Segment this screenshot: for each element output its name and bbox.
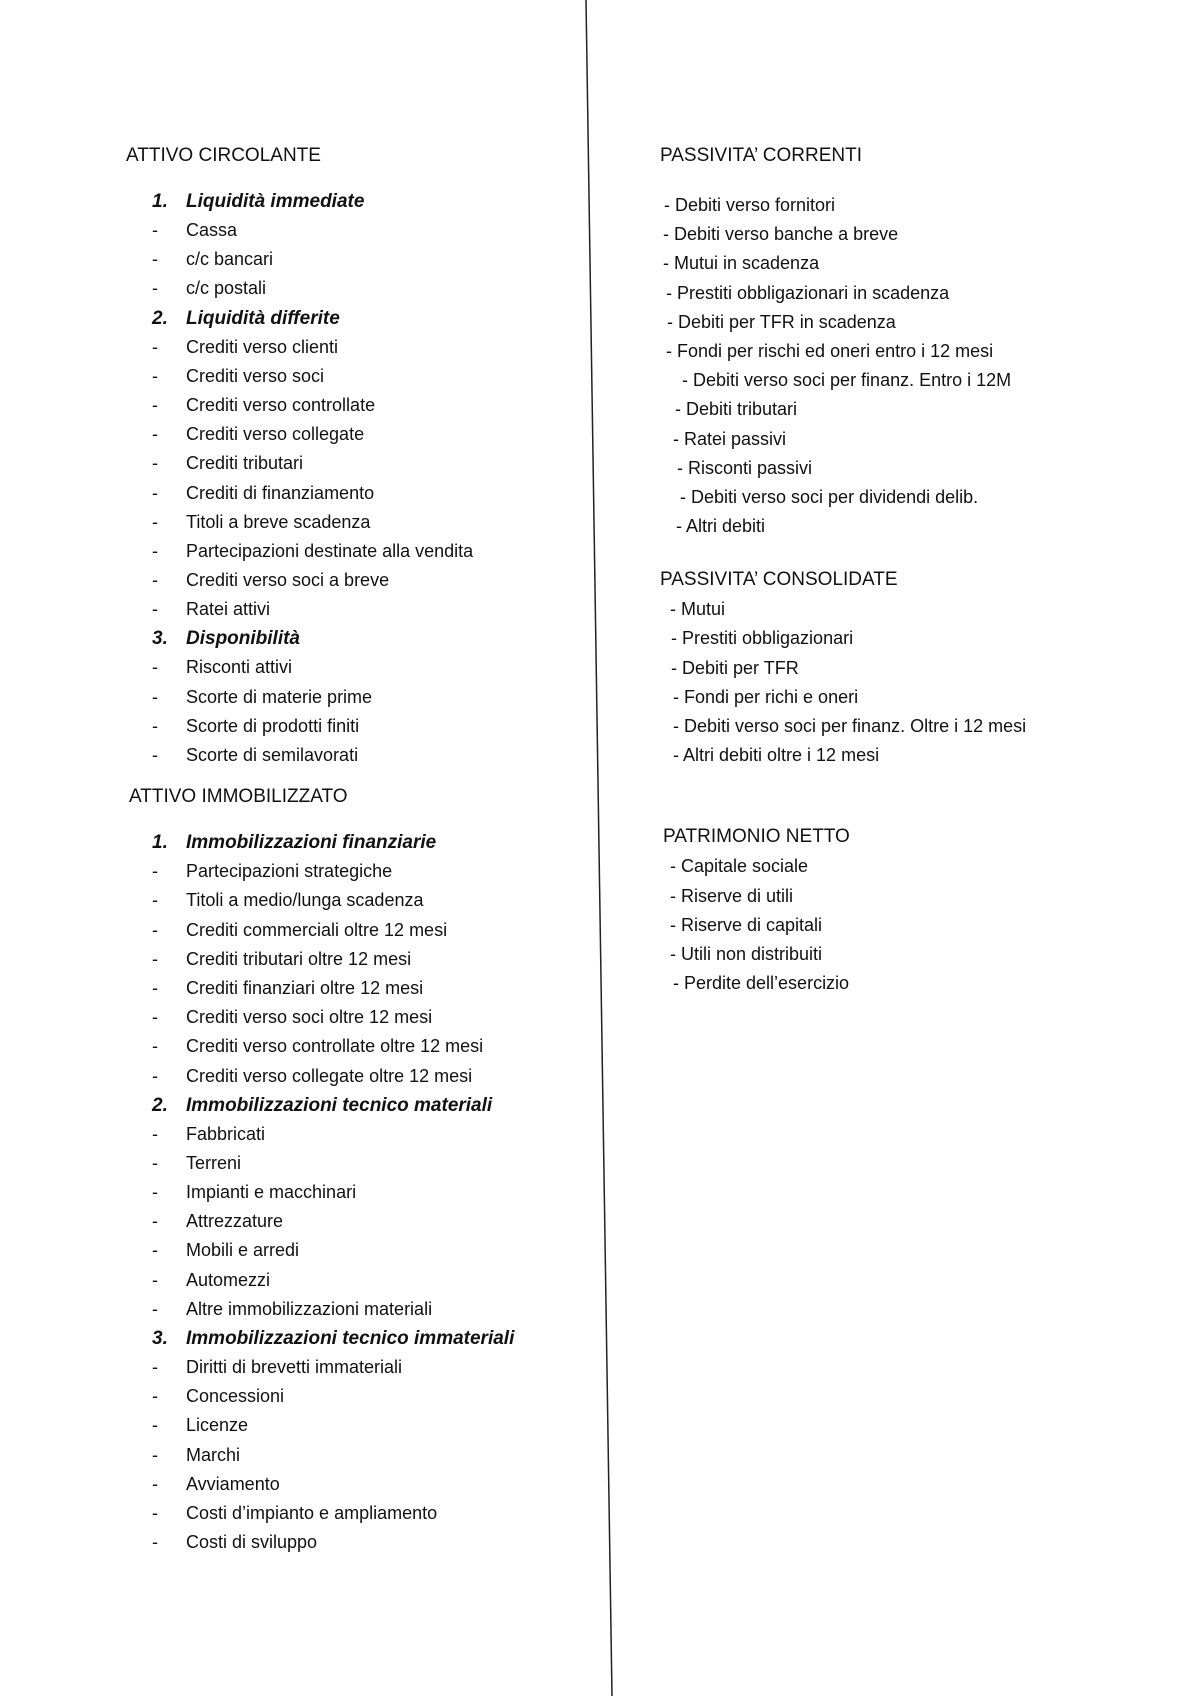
list-item: - Fabbricati (152, 1123, 266, 1144)
list-item: - Capitale sociale (670, 856, 809, 877)
list-item: - Marchi (152, 1444, 241, 1465)
list-item: - Crediti verso soci a breve (152, 570, 390, 591)
list-item: - Attrezzature (152, 1211, 284, 1232)
list-item: - Crediti verso soci (152, 365, 325, 386)
list-item: - Perdite dell’esercizio (673, 973, 850, 994)
list-item: - Utili non distribuiti (670, 943, 823, 964)
list-item: - Impianti e macchinari (152, 1182, 357, 1203)
list-item: - Debiti per TFR (671, 657, 799, 678)
list-item: - Crediti verso controllate (152, 394, 376, 415)
list-item: - Diritti di brevetti immateriali (152, 1357, 403, 1377)
subheading-disponibilita: 3. Disponibilità (152, 628, 300, 650)
list-item: - Titoli a medio/lunga scadenza (152, 890, 424, 911)
list-item: - Crediti finanziari oltre 12 mesi (152, 977, 424, 998)
list-item: - Partecipazioni strategiche (152, 861, 393, 882)
subheading-immobilizzazioni-finanziarie: 1. Immobilizzazioni finanziarie (152, 832, 437, 854)
subheading-immobilizzazioni-materiali: 2. Immobilizzazioni tecnico materiali (152, 1094, 493, 1116)
list-item: - Crediti verso collegate oltre 12 mesi (152, 1065, 473, 1086)
list-item: - Crediti tributari oltre 12 mesi (152, 948, 412, 969)
list-item: - Ratei attivi (152, 599, 271, 620)
list-item: - Debiti verso soci per finanz. Entro i 12M (682, 370, 1012, 391)
list-item: - Titoli a breve scadenza (152, 511, 371, 532)
list-item: - Debiti verso soci per dividendi delib. (680, 486, 979, 507)
list-item: - Scorte di prodotti finiti (152, 715, 360, 736)
list-item: - c/c postali (152, 278, 267, 299)
list-item: - Crediti verso soci oltre 12 mesi (152, 1007, 433, 1028)
list-item: - Crediti verso collegate (152, 424, 365, 445)
list-item: - Altri debiti oltre i 12 mesi (673, 745, 880, 766)
list-item: - Riserve di utili (670, 885, 794, 906)
list-item: - Costi di sviluppo (152, 1532, 318, 1553)
list-item: - Partecipazioni destinate alla vendita (152, 540, 474, 561)
left-column (126, 145, 586, 1557)
list-item: - Cassa (152, 220, 238, 240)
list-item: - Risconti attivi (152, 657, 293, 678)
list-item: - Licenze (152, 1415, 249, 1436)
list-item: - Mobili e arredi (152, 1240, 300, 1261)
list-item: - Crediti verso controllate oltre 12 mesi (152, 1036, 484, 1057)
list-item: - Concessioni (152, 1386, 285, 1407)
list-item: - Crediti verso clienti (152, 336, 339, 357)
list-item: - Fondi per richi e oneri (673, 686, 859, 707)
list-item: - Debiti per TFR in scadenza (667, 311, 896, 332)
list-item: - Fondi per rischi ed oneri entro i 12 mesi (666, 340, 994, 361)
list-item: - Ratei passivi (673, 428, 787, 449)
heading-attivo-immobilizzato: ATTIVO IMMOBILIZZATO (129, 786, 348, 808)
list-item: - Costi d’impianto e ampliamento (152, 1502, 438, 1523)
list-item: - Terreni (152, 1152, 242, 1173)
list-item: - Crediti commerciali oltre 12 mesi (152, 919, 448, 940)
list-item: - Scorte di semilavorati (152, 745, 359, 765)
heading-passivita-correnti: PASSIVITA’ CORRENTI (660, 145, 862, 166)
list-item: - c/c bancari (152, 249, 274, 270)
heading-attivo-circolante: ATTIVO CIRCOLANTE (126, 145, 321, 166)
right-column (660, 145, 1120, 998)
list-item: - Riserve di capitali (670, 914, 823, 935)
heading-patrimonio-netto: PATRIMONIO NETTO (663, 826, 850, 848)
list-item: - Crediti tributari (152, 453, 304, 474)
list-item: - Risconti passivi (677, 457, 813, 478)
subheading-immobilizzazioni-immateriali: 3. Immobilizzazioni tecnico immateriali (152, 1328, 515, 1349)
list-item: - Scorte di materie prime (152, 686, 373, 707)
list-item: - Debiti verso fornitori (664, 195, 836, 215)
list-item: - Debiti tributari (675, 399, 798, 420)
list-item: - Prestiti obbligazionari in scadenza (666, 282, 950, 303)
list-item: - Avviamento (152, 1473, 280, 1494)
heading-passivita-consolidate: PASSIVITA’ CONSOLIDATE (660, 569, 898, 591)
list-item: - Altri debiti (676, 516, 766, 537)
list-item: - Mutui in scadenza (663, 253, 820, 274)
list-item: - Mutui (670, 599, 726, 620)
subheading-liquidita-differite: 2. Liquidità differite (152, 307, 340, 329)
list-item: - Debiti verso banche a breve (663, 224, 899, 245)
list-item: - Altre immobilizzazioni materiali (152, 1298, 433, 1319)
list-item: - Crediti di finanziamento (152, 482, 375, 503)
list-item: - Debiti verso soci per finanz. Oltre i 12 mesi (673, 716, 1027, 736)
subheading-liquidita-immediate: 1. Liquidità immediate (152, 191, 365, 212)
list-item: - Prestiti obbligazionari (671, 628, 854, 649)
list-item: - Automezzi (152, 1269, 271, 1290)
